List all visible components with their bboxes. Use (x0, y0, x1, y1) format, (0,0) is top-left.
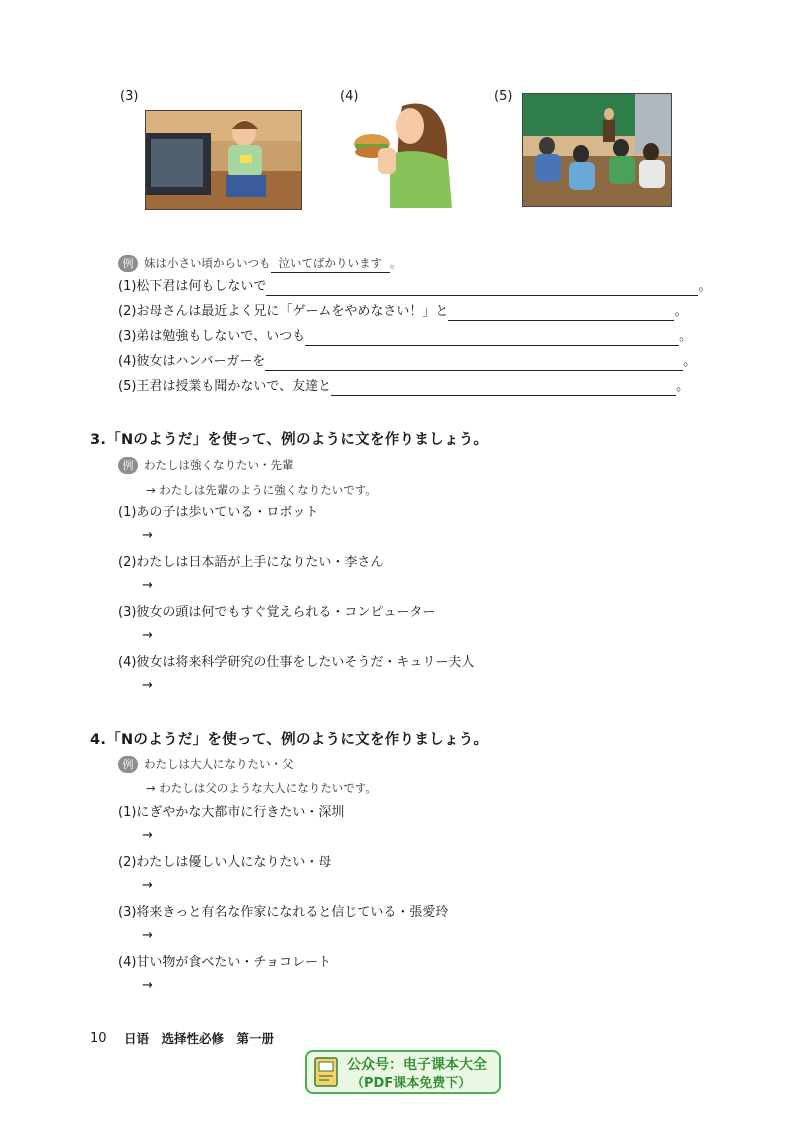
item-end: 。 (679, 329, 693, 344)
item-number: (5) (118, 379, 137, 394)
item-number: (4) (118, 354, 137, 369)
answer-blank[interactable] (448, 306, 674, 321)
item-number: (2) (118, 855, 137, 870)
answer-blank[interactable] (265, 356, 683, 371)
section3-example (118, 456, 294, 474)
example-prompt: わたしは強くなりたい・先輩 (144, 458, 294, 472)
picture-label-4: (4) (340, 89, 359, 104)
example-badge: 例 (118, 457, 138, 474)
item-text: わたしは日本語が上手になりたい・李さん (136, 555, 384, 570)
picture-boy-playing-game (145, 110, 302, 210)
section2-example (118, 254, 402, 273)
example-badge: 例 (118, 756, 138, 773)
item-end: 。 (676, 379, 690, 394)
item-text: お母さんは最近よく兄に「ゲームをやめなさい！」と (136, 304, 449, 319)
section4-item-1 (118, 804, 344, 822)
item-text: 王君は授業も聞かないで、友達と (136, 379, 332, 394)
item-text: 甘い物が食べたい・チョコレート (136, 955, 332, 970)
section4-example-answer: → わたしは父のような大人になりたいです。 (146, 781, 377, 795)
example-prefix: 妹は小さい頃からいつも (144, 256, 271, 270)
section4-item-3 (118, 904, 448, 922)
item-number: (1) (118, 279, 137, 294)
item-end: 。 (683, 354, 697, 369)
item-end: 。 (698, 279, 712, 294)
section3-item-3 (118, 604, 435, 622)
watermark-line2: （PDF课本免费下） (351, 1076, 472, 1091)
item-text: わたしは優しい人になりたい・母 (136, 855, 332, 870)
section3-item-4 (118, 654, 474, 672)
example-suffix: 。 (390, 256, 402, 270)
answer-arrow: → (142, 978, 153, 993)
book-title: 日语 选择性必修 第一册 (124, 1031, 275, 1046)
page-number: 10 (90, 1031, 107, 1046)
item-text: 彼女はハンバーガーを (136, 354, 266, 369)
item-number: (1) (118, 805, 137, 820)
answer-arrow: → (142, 628, 153, 643)
section3-item-2 (118, 554, 383, 572)
section4-title: 4.「Nのようだ」を使って、例のように文を作りましょう。 (90, 732, 489, 748)
item-number: (2) (118, 555, 137, 570)
section2-item-3 (118, 328, 692, 346)
section4-example (118, 755, 294, 773)
book-icon (313, 1056, 339, 1088)
example-badge: 例 (118, 255, 138, 272)
section4-item-4 (118, 954, 331, 972)
answer-arrow: → (142, 928, 153, 943)
answer-blank[interactable] (305, 331, 679, 346)
watermark-line1: 公众号：电子课本大全 (347, 1057, 487, 1073)
item-end: 。 (674, 304, 688, 319)
section4-item-2 (118, 854, 331, 872)
picture-classroom-students-chatting (522, 93, 672, 207)
answer-arrow: → (142, 528, 153, 543)
section3-item-1 (118, 504, 318, 522)
section2-item-5 (118, 378, 689, 396)
answer-arrow: → (142, 828, 153, 843)
picture-label-5: (5) (494, 89, 513, 104)
item-text: 彼女の頭は何でもすぐ覚えられる・コンピューター (136, 605, 436, 620)
section2-item-2 (118, 303, 687, 321)
section3-title: 3.「Nのようだ」を使って、例のように文を作りましょう。 (90, 432, 489, 448)
item-number: (3) (118, 605, 137, 620)
item-number: (3) (118, 329, 137, 344)
picture-label-3: (3) (120, 89, 139, 104)
answer-arrow: → (142, 878, 153, 893)
section2-item-1 (118, 278, 711, 296)
item-number: (4) (118, 655, 137, 670)
item-text: 弟は勉強もしないで、いつも (136, 329, 306, 344)
item-number: (4) (118, 955, 137, 970)
section2-item-4 (118, 353, 696, 371)
item-number: (3) (118, 905, 137, 920)
watermark-logo (305, 1050, 501, 1094)
item-text: 彼女は将来科学研究の仕事をしたいそうだ・キュリー夫人 (136, 655, 475, 670)
example-answer: 泣いてばかりいます (271, 254, 391, 273)
item-text: 松下君は何もしないで (136, 279, 267, 294)
section3-example-answer: → わたしは先輩のように強くなりたいです。 (146, 483, 377, 497)
answer-blank[interactable] (331, 381, 676, 396)
item-text: あの子は歩いている・ロボット (136, 505, 319, 520)
answer-arrow: → (142, 578, 153, 593)
item-text: にぎやかな大都市に行きたい・深圳 (136, 805, 345, 820)
item-number: (2) (118, 304, 137, 319)
item-number: (1) (118, 505, 137, 520)
example-prompt: わたしは大人になりたい・父 (144, 757, 294, 771)
answer-blank[interactable] (266, 281, 698, 296)
picture-girl-eating-hamburger (350, 96, 460, 208)
item-text: 将来きっと有名な作家になれると信じている・張愛玲 (136, 905, 449, 920)
answer-arrow: → (142, 678, 153, 693)
